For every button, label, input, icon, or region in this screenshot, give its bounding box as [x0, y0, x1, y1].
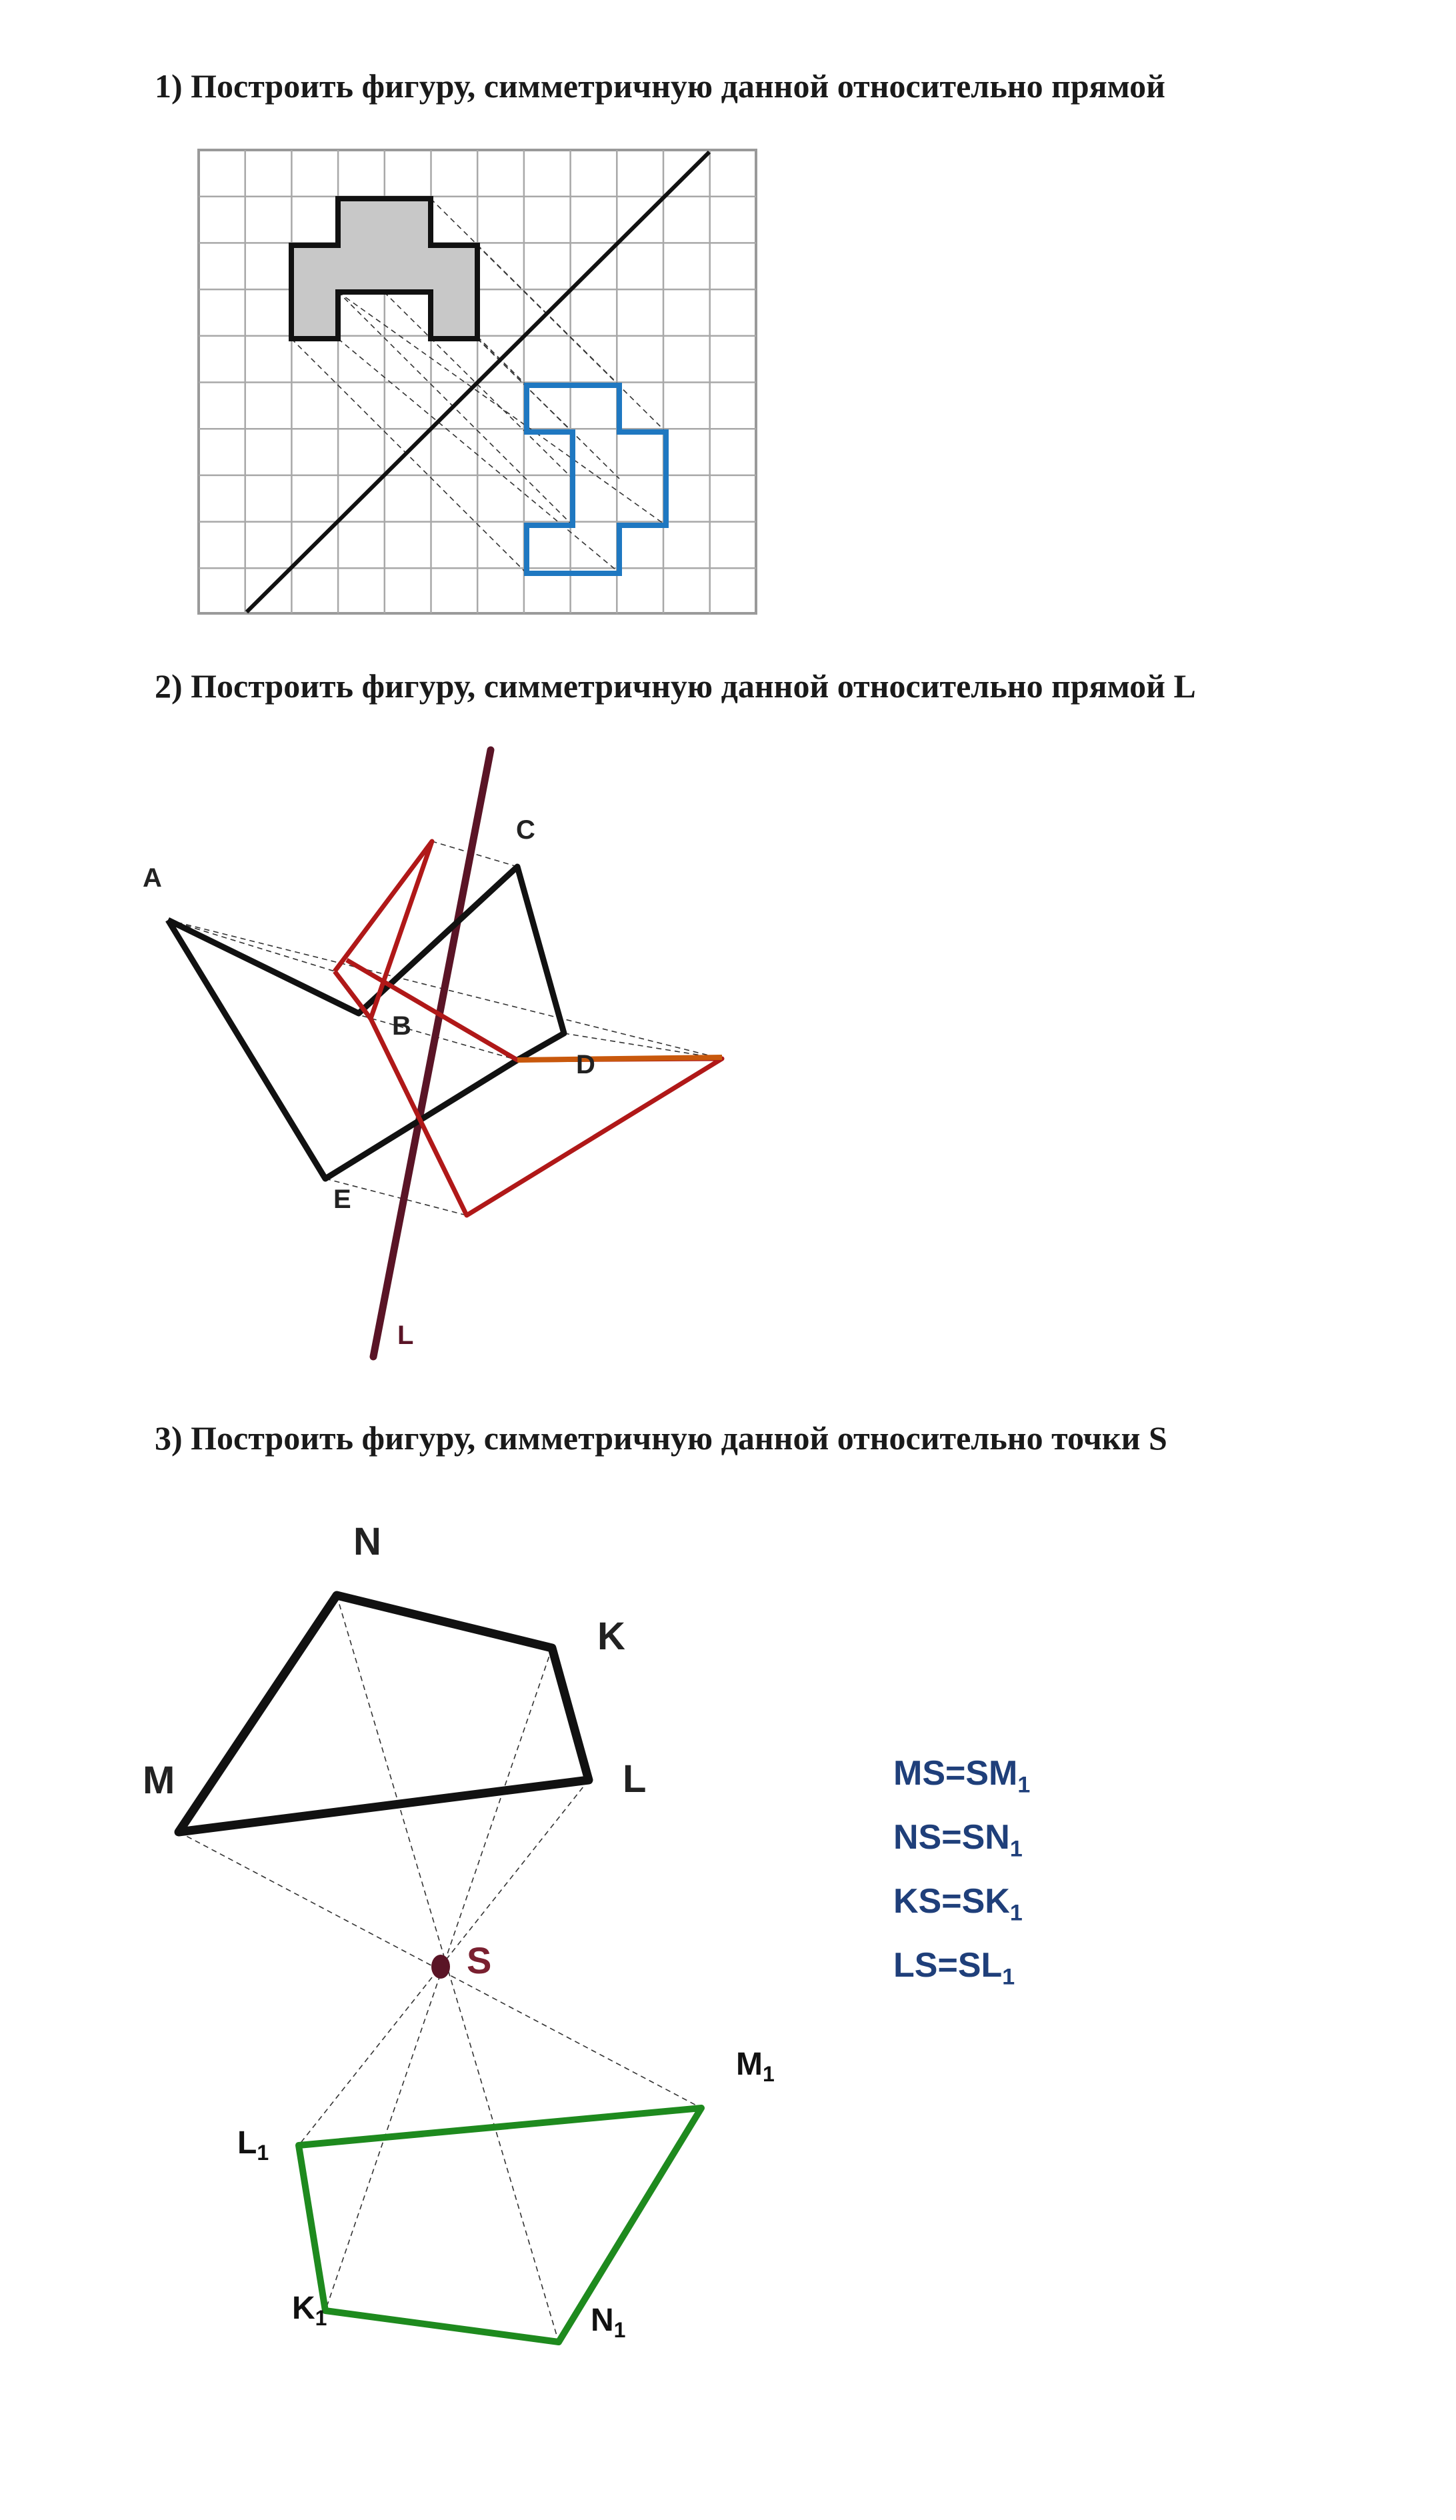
equality-MS: $MS=SM_1$ [893, 1754, 1031, 1798]
equality-NS: $NS=SN_1$ [893, 1818, 1023, 1862]
label-D: D [576, 1050, 595, 1079]
equalities-list [893, 1753, 1030, 2009]
original-figure-2 [168, 867, 564, 1179]
task-2-title: 2) Построить фигуру, симметричную данной относительно прямой L [155, 667, 1196, 705]
label-K: K [597, 1615, 625, 1658]
task-1-title: 1) Построить фигуру, симметричную данной относительно прямой [155, 67, 1165, 105]
label-S: S [467, 1939, 492, 1981]
original-figure-3 [179, 1595, 589, 1832]
label-M1: $M_1$ [736, 2047, 775, 2086]
task-3-figure [143, 1520, 775, 2342]
label-B: B [392, 1011, 411, 1041]
label-N1: $N_1$ [591, 2303, 626, 2342]
construction-lines-2 [168, 841, 722, 1215]
equality-KS: $KS=SK_1$ [893, 1882, 1023, 1926]
label-K1: $K_1$ [292, 2291, 327, 2330]
center-point-S [431, 1955, 450, 1979]
equality-LS: $LS=SL_1$ [893, 1946, 1015, 1990]
label-A: A [143, 863, 162, 893]
label-L-axis: L [397, 1321, 414, 1350]
task-3-title: 3) Построить фигуру, симметричную данной относительно точки S [155, 1419, 1167, 1457]
label-C: C [516, 815, 535, 845]
reflected-figure-1 [527, 385, 666, 573]
label-N: N [353, 1520, 381, 1563]
label-E: E [333, 1185, 351, 1214]
task-1-figure [199, 150, 756, 613]
segment-D [517, 1057, 722, 1060]
label-M: M [143, 1759, 175, 1802]
task-2-figure [143, 750, 722, 1357]
label-L1: $L_1$ [237, 2125, 269, 2165]
label-L: L [623, 1757, 647, 1801]
